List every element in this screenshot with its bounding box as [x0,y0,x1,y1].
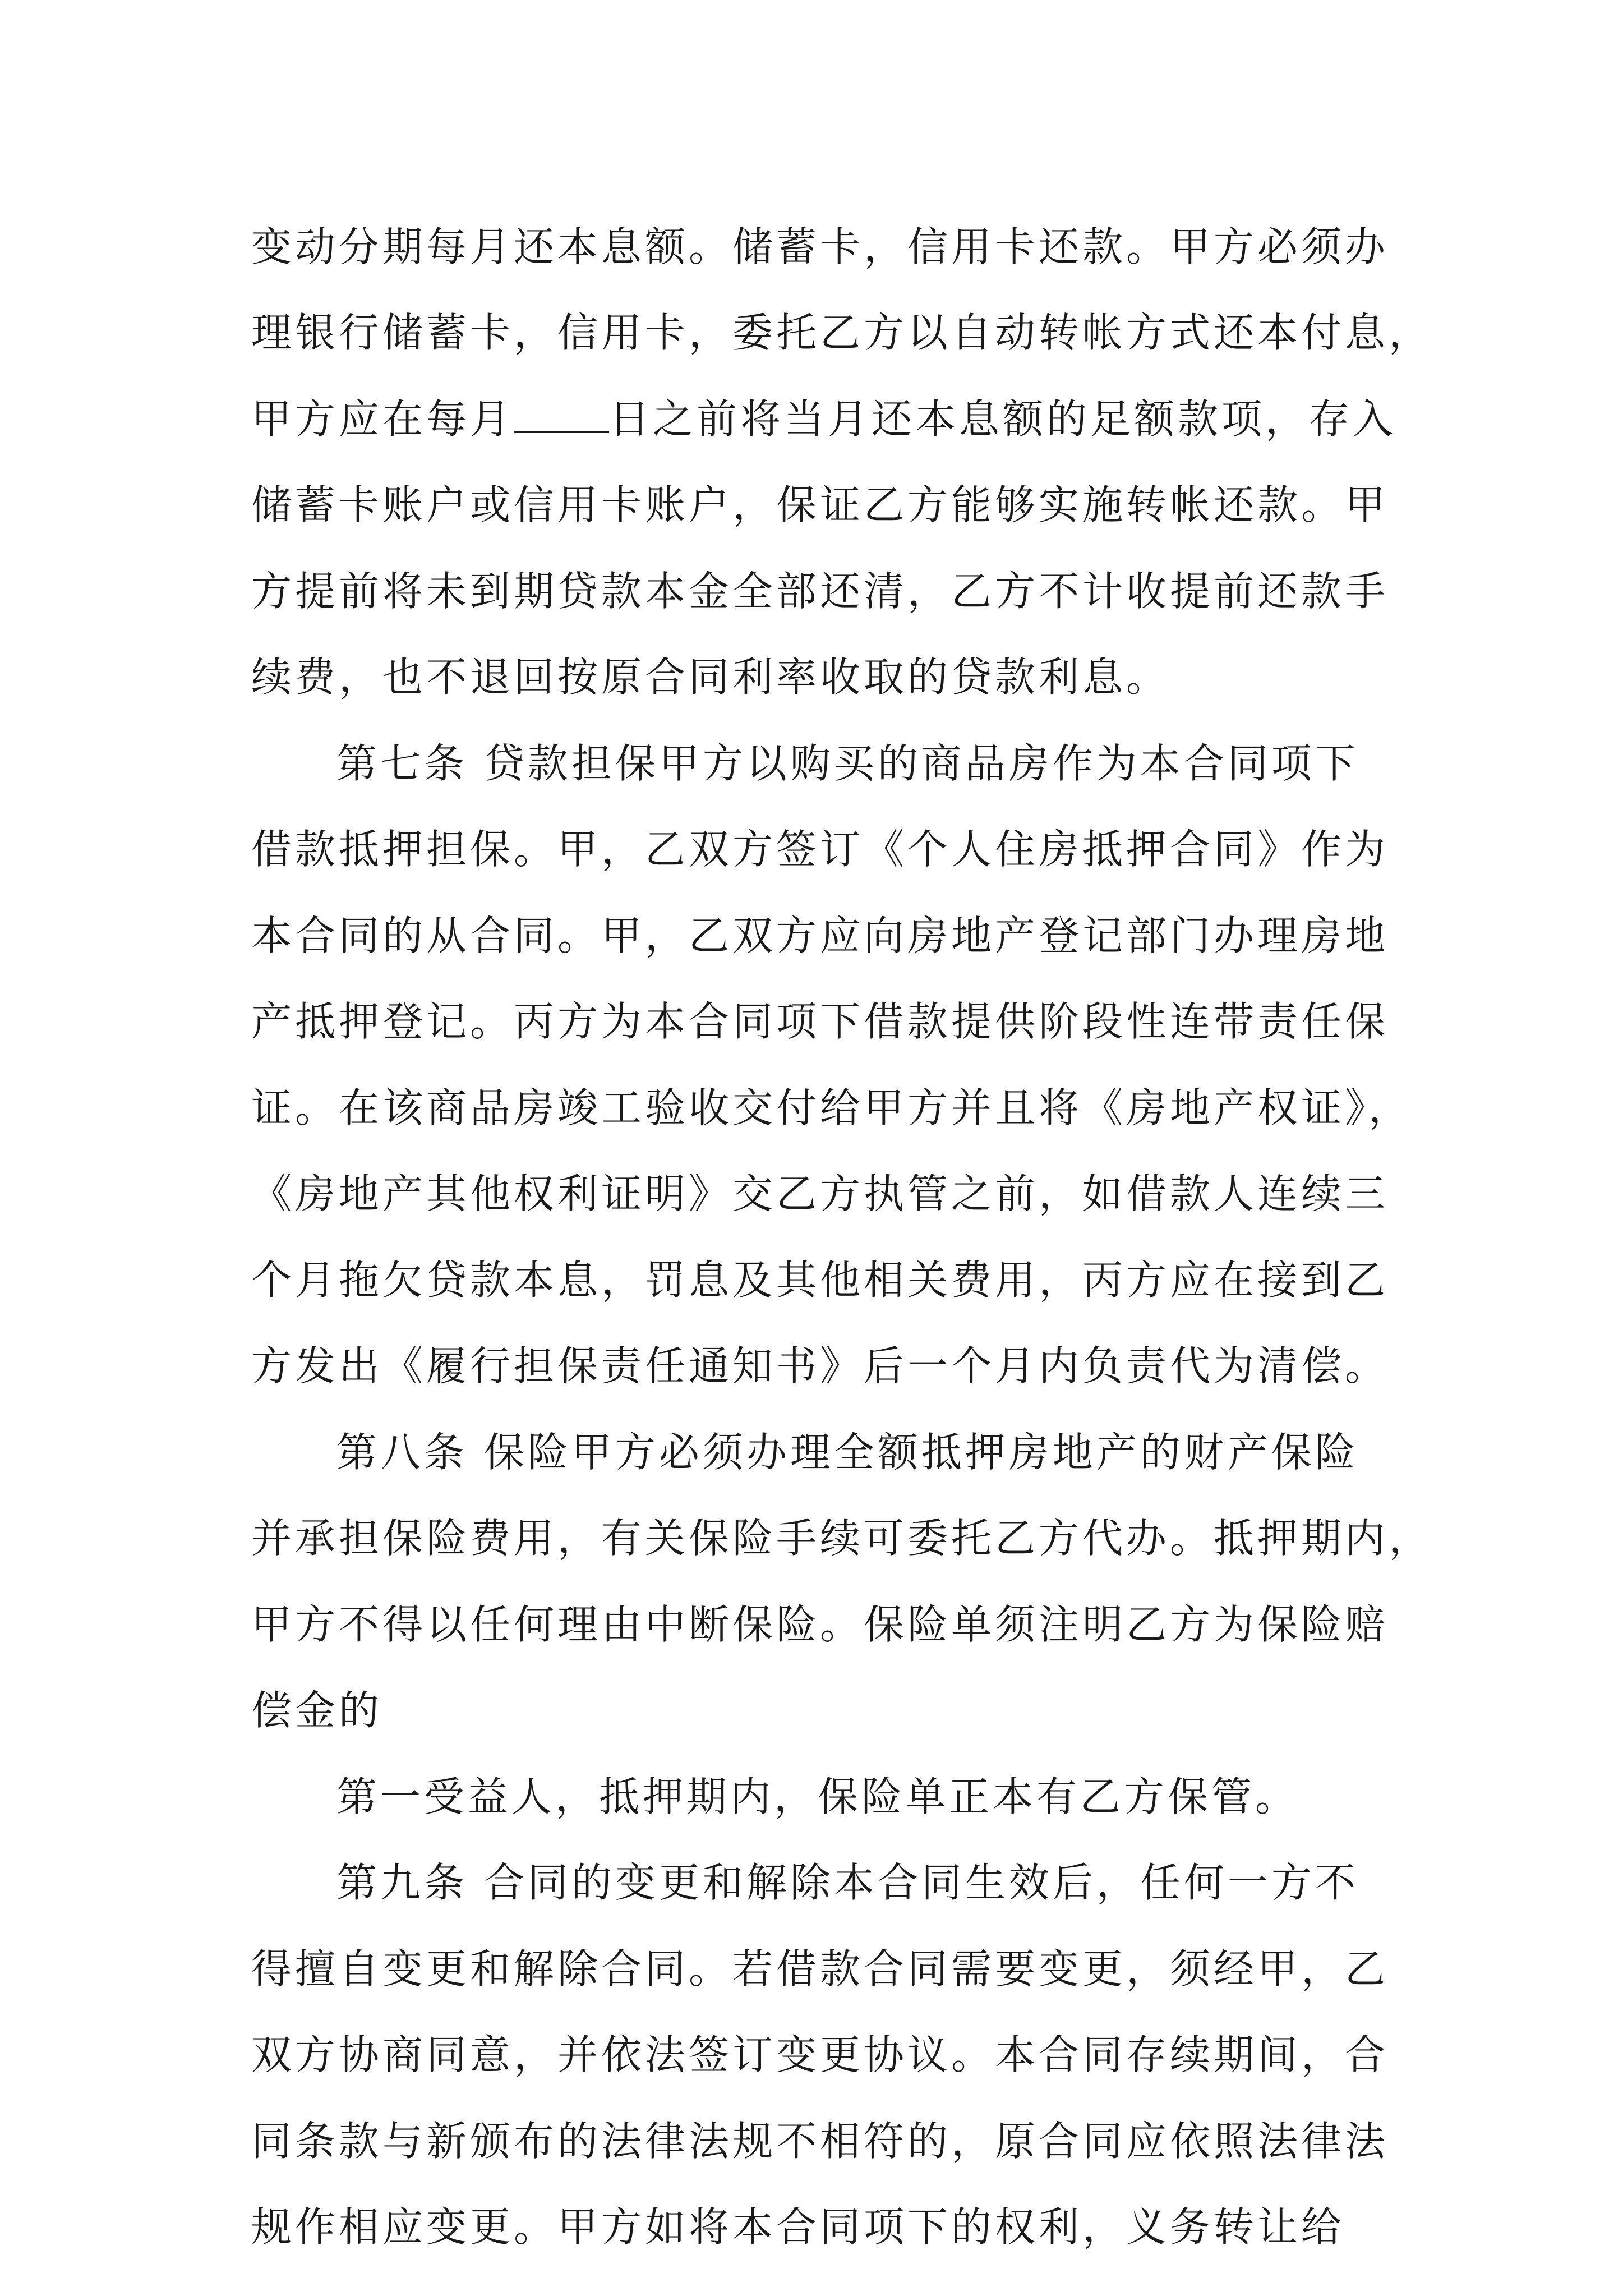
paragraph-line: 方发出《履行担保责任通知书》后一个月内负责代为清偿。 [251,1342,1389,1389]
paragraph-line: 同条款与新颁布的法律法规不相符的，原合同应依照法律法 [251,2118,1389,2165]
article-8-heading-line: 第八条 保险甲方必须办理全额抵押房地产的财产保险 [336,1429,1359,1476]
paragraph-line: 并承担保险费用，有关保险手续可委托乙方代办。抵押期内， [251,1515,1433,1562]
line-text-after-blank: 日之前将当月还本息额的足额款项，存入 [609,395,1397,443]
article-9-heading-line: 第九条 合同的变更和解除本合同生效后，任何一方不 [336,1859,1359,1906]
paragraph-line: 证。在该商品房竣工验收交付给甲方并且将《房地产权证》， [251,1084,1413,1131]
fill-in-blank [514,395,609,433]
paragraph-line: 理银行储蓄卡，信用卡，委托乙方以自动转帐方式还本付息， [251,309,1433,356]
paragraph-line: 甲方不得以任何理由中断保险。保险单须注明乙方为保险赔 [251,1601,1389,1648]
paragraph-line: 偿金的 [251,1687,383,1734]
paragraph-line: 续费，也不退回按原合同利率收取的贷款利息。 [251,654,1170,701]
paragraph-line: 《房地产其他权利证明》交乙方执管之前，如借款人连续三 [251,1170,1389,1217]
paragraph-line: 第一受益人，抵押期内，保险单正本有乙方保管。 [336,1773,1299,1820]
line-text-before-blank: 甲方应在每月 [251,395,514,443]
paragraph-line: 变动分期每月还本息额。储蓄卡，信用卡还款。甲方必须办 [251,223,1389,270]
paragraph-line: 产抵押登记。丙方为本合同项下借款提供阶段性连带责任保 [251,998,1389,1045]
paragraph-line: 方提前将未到期贷款本金全部还清，乙方不计收提前还款手 [251,568,1389,615]
paragraph-line: 储蓄卡账户或信用卡账户，保证乙方能够实施转帐还款。甲 [251,481,1389,528]
paragraph-line: 得擅自变更和解除合同。若借款合同需要变更，须经甲，乙 [251,1945,1389,1993]
article-7-heading-line: 第七条 贷款担保甲方以购买的商品房作为本合同项下 [336,740,1359,787]
paragraph-line: 借款抵押担保。甲，乙双方签订《个人住房抵押合同》作为 [251,826,1389,873]
paragraph-line [251,391,1396,447]
paragraph-line: 双方协商同意，并依法签订变更协议。本合同存续期间，合 [251,2031,1389,2078]
paragraph-line: 规作相应变更。甲方如将本合同项下的权利，义务转让给 [251,2203,1345,2251]
paragraph-line: 本合同的从合同。甲，乙双方应向房地产登记部门办理房地 [251,912,1389,959]
paragraph-line: 个月拖欠贷款本息，罚息及其他相关费用，丙方应在接到乙 [251,1257,1389,1304]
